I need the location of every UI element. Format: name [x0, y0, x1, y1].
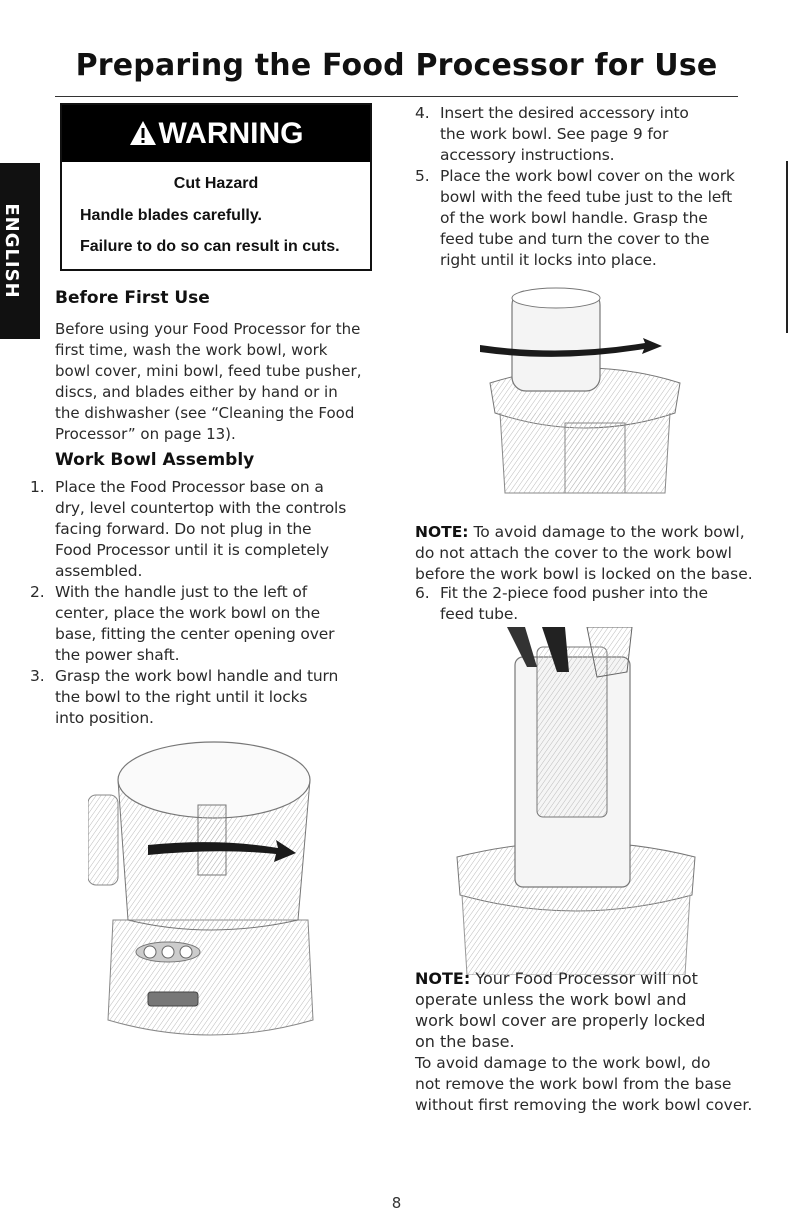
- work-bowl-base-illustration: [88, 730, 333, 1042]
- before-first-use-paragraph: [55, 319, 370, 445]
- warning-triangle-icon: [129, 120, 157, 146]
- warning-banner: [62, 105, 370, 162]
- note-text: To avoid damage to the work bowl,: [468, 523, 745, 541]
- paragraph-line: without first removing the work bowl cover.: [415, 1096, 753, 1114]
- note-text: Your Food Processor will not: [470, 969, 698, 988]
- note-label: NOTE:: [415, 969, 471, 988]
- step-line: assembled.: [55, 562, 143, 580]
- note-line: operate unless the work bowl and: [415, 990, 687, 1009]
- step-line: Place the Food Processor base on a: [55, 478, 324, 496]
- cover-placement-illustration: [480, 283, 690, 498]
- step-line: bowl with the feed tube just to the left: [440, 188, 733, 206]
- note-line: work bowl cover are properly locked: [415, 1011, 706, 1030]
- margin-bar: [786, 161, 788, 333]
- warning-line-1: Handle blades carefully.: [80, 207, 262, 224]
- step-3: [30, 666, 375, 729]
- page-number: 8: [391, 1194, 402, 1212]
- step-1: [30, 477, 375, 582]
- note-line: [415, 522, 760, 543]
- step-line: Place the work bowl cover on the work: [440, 167, 735, 185]
- step-line: feed tube and turn the cover to the: [440, 230, 710, 248]
- assembly-steps-right-2: [415, 583, 760, 625]
- step-line: accessory instructions.: [440, 146, 615, 164]
- removal-caution-paragraph: [415, 1053, 760, 1116]
- paragraph-line: Before using your Food Processor for the: [55, 320, 361, 338]
- paragraph-line: To avoid damage to the work bowl, do: [415, 1054, 711, 1072]
- step-number: 2.: [30, 583, 45, 601]
- step-line: the bowl to the right until it locks: [55, 688, 308, 706]
- warning-box: [60, 103, 372, 271]
- step-2: [30, 582, 375, 666]
- warning-heading: WARNING: [158, 117, 304, 150]
- section-heading-work-bowl-assembly: Work Bowl Assembly: [55, 450, 255, 470]
- assembly-steps-right: [415, 103, 760, 271]
- paragraph-line: first time, wash the work bowl, work: [55, 341, 328, 359]
- step-line: Fit the 2-piece food pusher into the: [440, 584, 708, 602]
- title-rule: [55, 96, 738, 97]
- step-6: [415, 583, 760, 625]
- language-tab: [0, 163, 40, 339]
- note-line: on the base.: [415, 1032, 515, 1051]
- page-title: Preparing the Food Processor for Use: [75, 48, 718, 83]
- paragraph-line: the dishwasher (see “Cleaning the Food: [55, 404, 355, 422]
- step-line: Grasp the work bowl handle and turn: [55, 667, 339, 685]
- step-line: of the work bowl handle. Grasp the: [440, 209, 708, 227]
- step-line: dry, level countertop with the controls: [55, 499, 347, 517]
- step-number: 3.: [30, 667, 45, 685]
- step-number: 6.: [415, 584, 430, 602]
- warning-hazard: Cut Hazard: [173, 175, 259, 192]
- step-number: 5.: [415, 167, 430, 185]
- note-label: NOTE:: [415, 523, 469, 541]
- paragraph-line: Processor” on page 13).: [55, 425, 236, 443]
- step-4: [415, 103, 760, 166]
- step-line: Food Processor until it is completely: [55, 541, 329, 559]
- step-line: the power shaft.: [55, 646, 180, 664]
- step-line: center, place the work bowl on the: [55, 604, 320, 622]
- step-line: facing forward. Do not plug in the: [55, 520, 312, 538]
- step-line: Insert the desired accessory into: [440, 104, 689, 122]
- note-lock-requirement: [415, 968, 745, 1052]
- step-number: 1.: [30, 478, 45, 496]
- assembly-steps-left: [30, 477, 375, 729]
- step-line: With the handle just to the left of: [55, 583, 308, 601]
- note-cover-damage: [415, 522, 760, 585]
- warning-line-2: Failure to do so can result in cuts.: [80, 238, 340, 255]
- step-line: feed tube.: [440, 605, 518, 623]
- food-pusher-illustration: [447, 627, 705, 975]
- section-heading-before-first-use: Before First Use: [55, 288, 210, 308]
- note-line: do not attach the cover to the work bowl: [415, 544, 732, 562]
- paragraph-line: not remove the work bowl from the base: [415, 1075, 732, 1093]
- paragraph-line: discs, and blades either by hand or in: [55, 383, 338, 401]
- step-number: 4.: [415, 104, 430, 122]
- step-line: base, fitting the center opening over: [55, 625, 335, 643]
- step-line: the work bowl. See page 9 for: [440, 125, 669, 143]
- paragraph-line: bowl cover, mini bowl, feed tube pusher,: [55, 362, 362, 380]
- note-line: [415, 968, 745, 989]
- step-line: into position.: [55, 709, 154, 727]
- step-line: right until it locks into place.: [440, 251, 657, 269]
- note-line: before the work bowl is locked on the base.: [415, 565, 753, 583]
- step-5: [415, 166, 760, 271]
- language-tab-label: ENGLISH: [1, 203, 22, 299]
